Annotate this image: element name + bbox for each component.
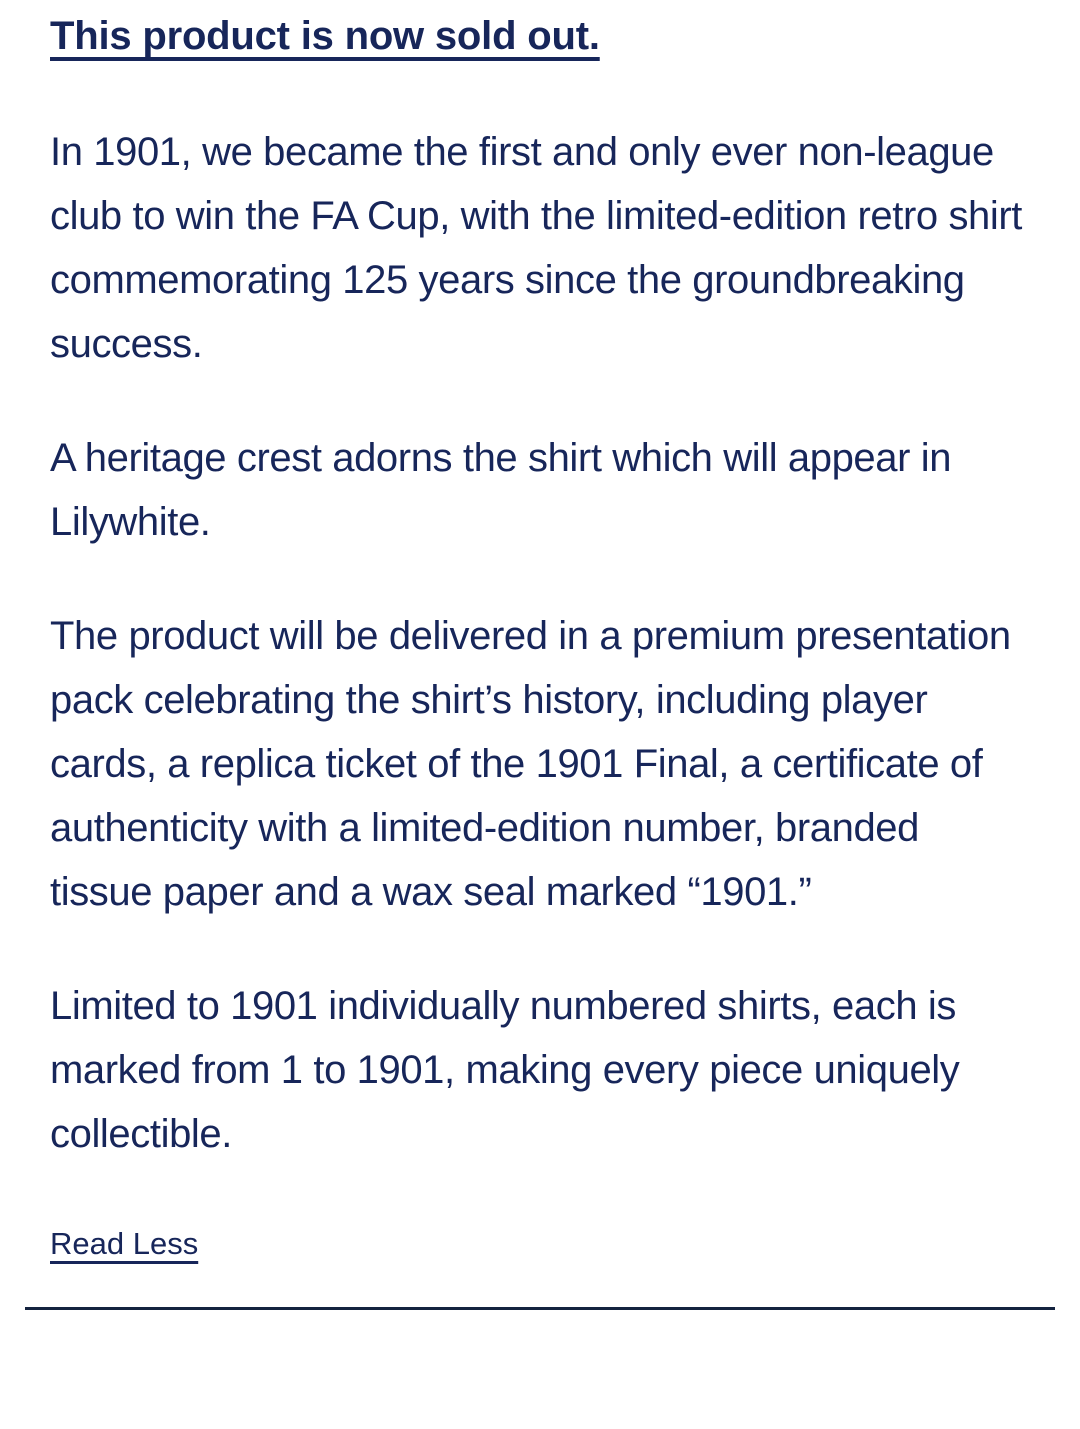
product-description-paragraph: In 1901, we became the first and only ever non-league club to win the FA Cup, with the limited-edition retro shirt commemorating 125 years since the groundbreaking success. [50, 130, 1023, 366]
section-divider [25, 1307, 1055, 1310]
product-description-paragraph: A heritage crest adorns the shirt which will appear in Lilywhite. [50, 436, 952, 544]
read-less-link[interactable]: Read Less [50, 1226, 199, 1261]
product-description-paragraph: Limited to 1901 individually numbered shirts, each is marked from 1 to 1901, making every piece uniquely collectible. [50, 984, 960, 1156]
product-description-paragraph: The product will be delivered in a premium presentation pack celebrating the shirt’s history, including player cards, a replica ticket of the 1901 Final, a certificate of authenticity with a limited-edition number, branded tissue paper and a wax seal marked “1901.” [50, 614, 1011, 914]
sold-out-heading: This product is now sold out. [50, 14, 600, 58]
